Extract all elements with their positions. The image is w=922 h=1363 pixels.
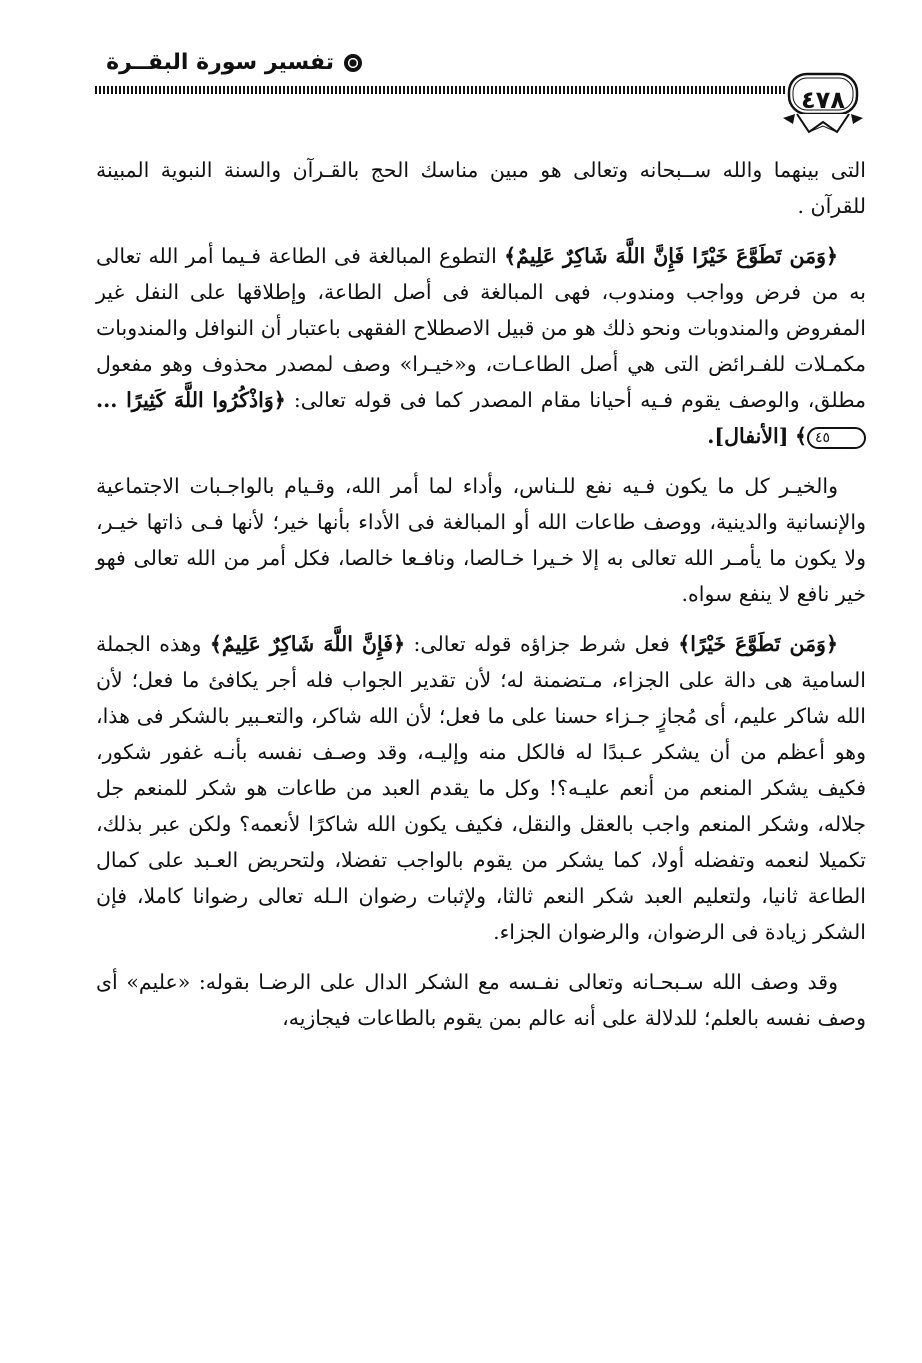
verse-quote-2: ﴿وَاذْكُرُوا اللَّهَ كَثِيرًا ... — [96, 388, 286, 412]
running-title-text: تفسير سورة البقــرة — [106, 50, 334, 75]
verse-quote-close: ﴾ — [794, 424, 807, 448]
page-number-badge — [783, 66, 863, 136]
page-number: ٤٧٨ — [801, 86, 845, 114]
header-rule — [95, 86, 787, 94]
paragraph-5-text: وقد وصف الله سـبحـانه وتعالى نفـسه مع الشكر الدال على الرضـا بقوله: «عليم» أى وصف نفسه بالعلم؛ للدلالة على أنه عالم بمن يقوم بالطاعات فيجازيه، — [96, 970, 866, 1030]
paragraph-2 — [96, 238, 866, 454]
body-text — [96, 152, 866, 1050]
verse-quote-4: ﴿فَإِنَّ اللَّهَ شَاكِرٌ عَلِيمٌ﴾ — [209, 632, 406, 656]
paragraph-2-text: التطوع المبالغة فى الطاعة فـيما أمر الله تعالى به من فرض وواجب ومندوب، فهى المبالغة فى أصل الطاعة، وإطلاقها على النفل غير المفروض والمندوبات ونحو ذلك هو من قبيل الاصطلاح الفقهى باعتبار أن النوافل والمندوبات مكمـلات للفـرائض التى هي أصل الطاعـات، و«خيـرا» وصف لمصدر محذوف وهو مفعول مطلق، والوصف يقوم فـيه أحيانا مقام المصدر كما فى قوله تعالى: — [96, 244, 866, 412]
paragraph-4-text-2: وهذه الجملة السامية هى دالة على الجزاء، مـتضمنة له؛ لأن تقدير الجواب فله أجر يكافئ ما فعل؛ لأن الله شاكر عليم، أى مُجازٍ جـزاء حسنا على ما فعل؛ لأن الله شاكر، والتعـبير بالشكر فى هذا، وهو أعظم من أن يشكر عـبدًا له فالكل منه وإليـه، وقد وصـف نفسه بأنـه غفور شكور، فكيف يشكر المنعم من أنعم عليـه؟! وكل ما يقدم العبد من طاعات هو شكر للمنعم جل جلاله، وشكر المنعم واجب بالعقل والنقل، فكيف يكون الله شاكرًا لأنعمه؟ ولكن عبر بذلك، تكميلا لنعمه وتفضله أولا، كما يشكر من يقوم بالواجب تفضلا، ولتحريض العـبد على كمال الطاعة ثانيا، ولتعليم العبد شكر النعم ثالثا، ولإثبات رضوان الـله تعالى رضوانا كاملا، فإن الشكر زيادة فى الرضوان، والرضوان الجزاء. — [96, 632, 866, 944]
page-header — [0, 0, 922, 150]
paragraph-1-text: التى بينهما والله ســبحانه وتعالى هو مبين مناسك الحج بالقـرآن والسنة النبوية المبينة للقرآن . — [96, 158, 866, 218]
paragraph-3-text: والخيـر كل ما يكون فـيه نفع للـناس، وأداء لما أمر الله، وقـيام بالواجـبات الاجتماعية والإنسانية والدينية، ووصف طاعات الله أو المبالغة فى الأداء بأنها خير؛ لأنها فـى ذاتها خيـر، ولا يكون ما يأمـر الله تعالى به إلا خـيرا خـالصا، ونافـعا خالصا، فكل أمر من الله تعالى فهو خير نافع لا ينفع سواه. — [96, 474, 866, 606]
paragraph-5 — [96, 964, 866, 1036]
running-title — [106, 50, 362, 75]
verse-quote: ﴿وَمَن تَطَوَّعَ خَيْرًا فَإِنَّ اللَّهَ شَاكِرٌ عَلِيمٌ﴾ — [504, 244, 838, 268]
surah-reference: [الأنفال]. — [707, 424, 789, 448]
paragraph-4 — [96, 626, 866, 950]
verse-quote-3: ﴿وَمَن تَطَوَّعَ خَيْرًا﴾ — [678, 632, 838, 656]
ayah-number-marker: ٤٥ — [807, 427, 866, 449]
paragraph-3 — [96, 468, 866, 612]
paragraph-4-text-1: فعل شرط جزاؤه قوله تعالى: — [405, 632, 679, 656]
paragraph-1 — [96, 152, 866, 224]
ornament-icon — [344, 54, 362, 72]
